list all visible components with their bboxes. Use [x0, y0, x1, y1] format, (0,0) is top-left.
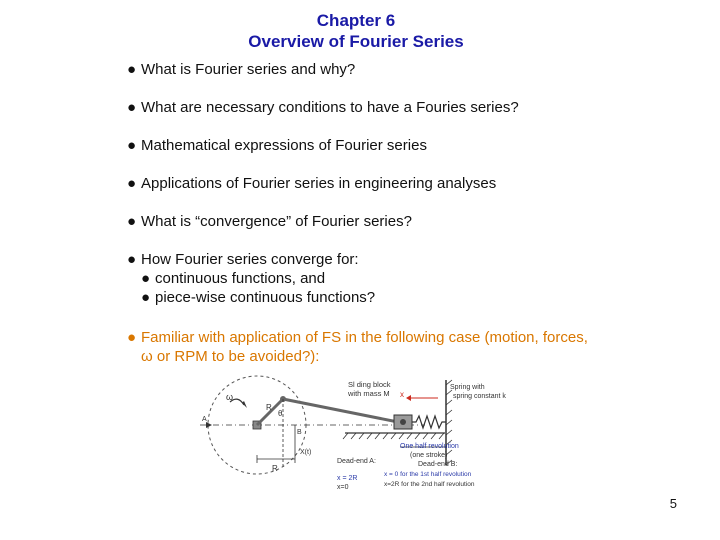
bullet-dot-icon: ●: [127, 175, 137, 192]
half-revolution-label: One half revolution: [400, 443, 459, 450]
x-label: x: [400, 390, 404, 399]
bullet-text: What is “convergence” of Fourier series?: [141, 213, 412, 230]
xt-label: X(t): [300, 449, 312, 456]
page-number: 5: [669, 496, 677, 511]
bullet-text: What is Fourier series and why?: [141, 61, 356, 78]
dead-end-b-value: x = 0 for the 1st half revolution: [384, 471, 472, 478]
ground-hatch: [343, 433, 444, 439]
block-label: Sl ding block: [348, 380, 391, 389]
bullet-dot-icon: ●: [141, 289, 151, 306]
dead-end-a-arrow-icon: [206, 422, 212, 428]
bullet-dot-icon: ●: [141, 270, 151, 287]
bullet-dot-icon: ●: [127, 99, 137, 116]
bullet-item: [127, 212, 412, 231]
bullet-item: [127, 136, 427, 155]
chapter-label: Chapter 6: [316, 11, 396, 30]
bullet-item: [127, 98, 519, 117]
sub-bullet-item: [127, 269, 375, 288]
dead-end-a-value: x = 2R: [337, 475, 358, 482]
bullet-dot-icon: ●: [127, 251, 137, 268]
spring-label: spring constant k: [453, 393, 506, 400]
dead-end-b-value: x=2R for the 2nd half revolution: [384, 481, 475, 488]
angle-label: θ: [278, 409, 283, 418]
bullet-text: Familiar with application of FS in the following case (motion, forces,: [141, 329, 588, 346]
bullet-text: What are necessary conditions to have a Fouries series?: [141, 99, 519, 116]
bullet-item: [127, 250, 375, 307]
bullet-text: How Fourier series converge for:: [141, 251, 359, 268]
dead-end-a-label: Dead-end A:: [337, 458, 376, 465]
radius-label: R: [266, 403, 272, 412]
sub-bullet-text: continuous functions, and: [155, 270, 326, 287]
chapter-subtitle: Overview of Fourier Series: [248, 32, 464, 51]
point-a-label: A: [202, 416, 207, 423]
sub-bullet-item: [127, 288, 375, 307]
half-revolution-label: (one stroke): [410, 452, 448, 459]
spring-icon: [412, 416, 446, 428]
bullet-dot-icon: ●: [127, 329, 137, 346]
connecting-rod: [283, 399, 403, 423]
point-b-label: B: [297, 429, 302, 436]
r-dimension-label: R: [272, 464, 278, 473]
block-label: with mass M: [348, 389, 390, 398]
bullet-text-continued: ω or RPM to be avoided?):: [141, 348, 320, 365]
slide-title: [0, 10, 712, 52]
bullet-item-highlighted: [127, 328, 588, 366]
spring-label: Spring with: [450, 384, 485, 391]
block-pin-icon: [400, 419, 406, 425]
arrowhead-icon: [242, 401, 247, 408]
bullet-dot-icon: ●: [127, 61, 137, 78]
omega-label: ω: [226, 392, 234, 402]
sub-bullet-text: piece-wise continuous functions?: [155, 289, 376, 306]
bullet-item: [127, 174, 496, 193]
bullet-text: Mathematical expressions of Fourier series: [141, 137, 427, 154]
bullet-dot-icon: ●: [127, 137, 137, 154]
bullet-dot-icon: ●: [127, 213, 137, 230]
x-arrowhead-icon: [406, 395, 411, 401]
slider-crank-diagram: [200, 375, 506, 497]
bullet-text: Applications of Fourier series in engineering analyses: [141, 175, 497, 192]
bullet-item: [127, 60, 355, 79]
dead-end-a-value: x=0: [337, 484, 349, 491]
dead-end-b-label: Dead-end B:: [418, 461, 458, 468]
